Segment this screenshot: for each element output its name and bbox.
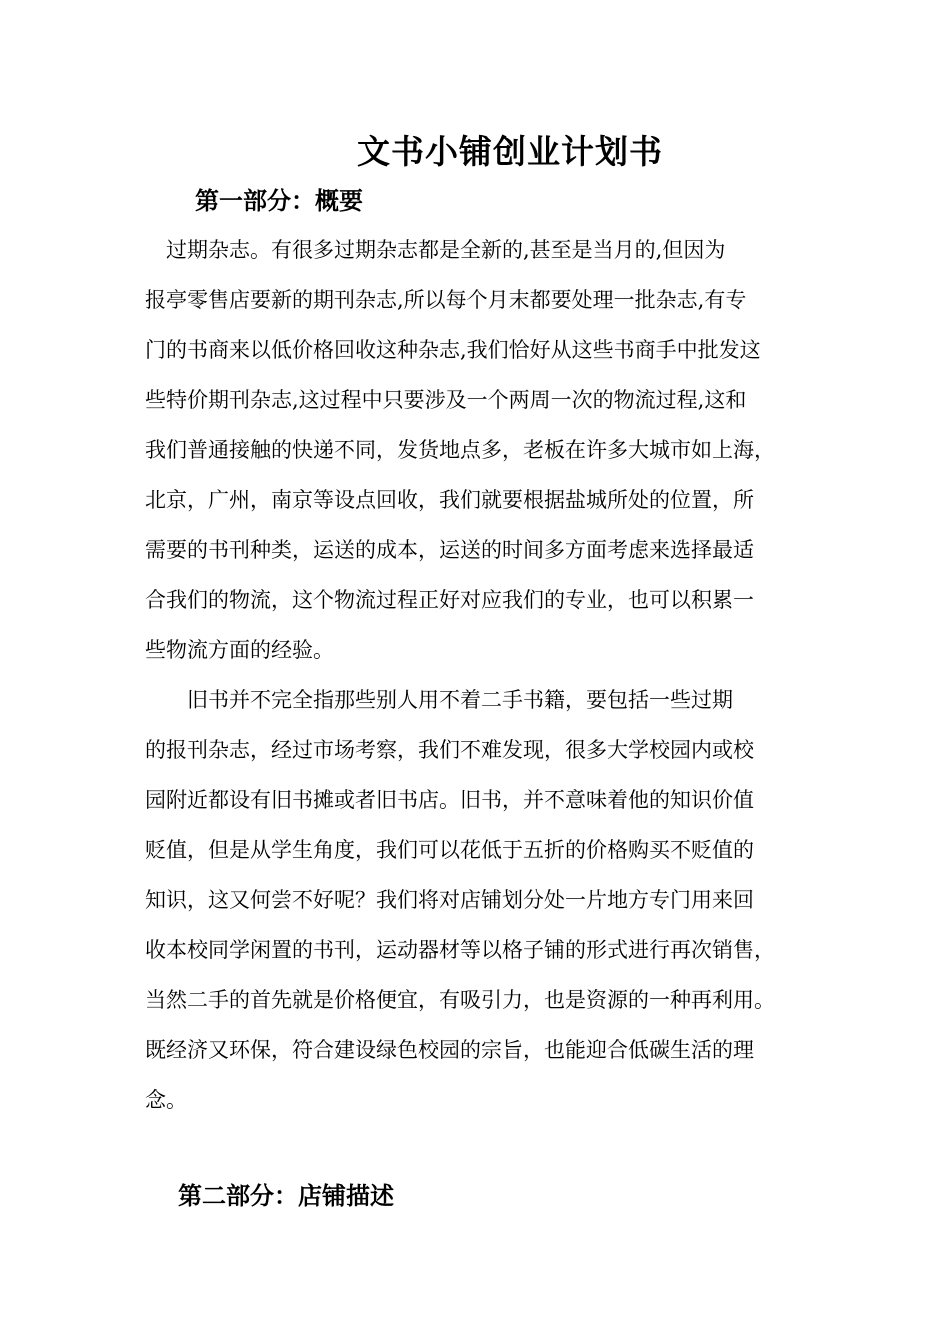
paragraph-line: 当然二手的首先就是价格便宜，有吸引力，也是资源的一种再利用。 [145, 988, 775, 1012]
paragraph-line: 的报刊杂志，经过市场考察，我们不难发现，很多大学校园内或校 [145, 738, 754, 762]
paragraph-line: 些物流方面的经验。 [145, 638, 334, 662]
paragraph-line: 门的书商来以低价格回收这种杂志,我们恰好从这些书商手中批发这 [145, 338, 761, 362]
paragraph-line: 北京，广州，南京等设点回收，我们就要根据盐城所处的位置，所 [145, 488, 754, 512]
paragraph-line: 贬值，但是从学生角度，我们可以花低于五折的价格购买不贬值的 [145, 838, 754, 862]
paragraph-overview-2 [145, 675, 825, 1125]
section-heading-store-description: 第二部分：店铺描述 [178, 1181, 394, 1210]
document-title: 文书小铺创业计划书 [357, 132, 663, 171]
paragraph-overview-1 [145, 225, 825, 675]
paragraph-line: 合我们的物流，这个物流过程正好对应我们的专业，也可以积累一 [145, 588, 754, 612]
paragraph-line: 需要的书刊种类，运送的成本，运送的时间多方面考虑来选择最适 [145, 538, 754, 562]
paragraph-line: 我们普通接触的快递不同，发货地点多，老板在许多大城市如上海， [145, 438, 775, 462]
paragraph-line: 旧书并不完全指那些别人用不着二手书籍，要包括一些过期 [145, 688, 733, 712]
paragraph-line: 知识，这又何尝不好呢？我们将对店铺划分处一片地方专门用来回 [145, 888, 754, 912]
section-heading-overview: 第一部分：概要 [195, 186, 363, 215]
paragraph-line: 过期杂志。有很多过期杂志都是全新的,甚至是当月的,但因为 [145, 238, 726, 262]
paragraph-line: 念。 [145, 1088, 187, 1112]
paragraph-line: 园附近都设有旧书摊或者旧书店。旧书，并不意味着他的知识价值 [145, 788, 754, 812]
paragraph-line: 既经济又环保，符合建设绿色校园的宗旨，也能迎合低碳生活的理 [145, 1038, 754, 1062]
paragraph-line: 些特价期刊杂志,这过程中只要涉及一个两周一次的物流过程,这和 [145, 388, 747, 412]
paragraph-line: 报亭零售店要新的期刊杂志,所以每个月末都要处理一批杂志,有专 [145, 288, 747, 312]
paragraph-line: 收本校同学闲置的书刊，运动器材等以格子铺的形式进行再次销售， [145, 938, 775, 962]
